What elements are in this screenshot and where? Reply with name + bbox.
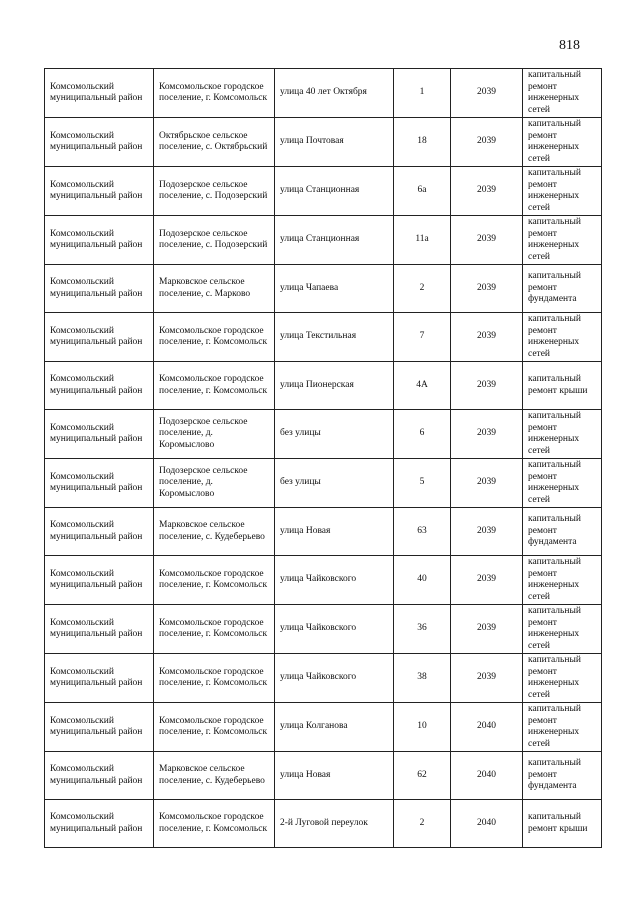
- district-cell: Комсомольский муниципальный район: [45, 752, 154, 800]
- street-cell: 2-й Луговой переулок: [275, 800, 394, 848]
- street-cell: улица Чайковского: [275, 605, 394, 654]
- district-cell: Комсомольский муниципальный район: [45, 167, 154, 216]
- district-cell: Комсомольский муниципальный район: [45, 69, 154, 118]
- table-row: [45, 216, 602, 265]
- repair-type-cell: капитальный ремонт инженерных сетей: [523, 69, 602, 118]
- repair-type-cell: капитальный ремонт инженерных сетей: [523, 703, 602, 752]
- district-cell: Комсомольский муниципальный район: [45, 703, 154, 752]
- street-cell: без улицы: [275, 410, 394, 459]
- table-row: [45, 265, 602, 313]
- table-row: [45, 556, 602, 605]
- table-row: [45, 362, 602, 410]
- street-cell: улица Пионерская: [275, 362, 394, 410]
- house-number-cell: 38: [394, 654, 451, 703]
- street-cell: улица Чайковского: [275, 556, 394, 605]
- year-cell: 2039: [451, 167, 523, 216]
- repair-type-cell: капитальный ремонт крыши: [523, 800, 602, 848]
- street-cell: улица Новая: [275, 752, 394, 800]
- table-row: [45, 69, 602, 118]
- table-row: [45, 508, 602, 556]
- year-cell: 2039: [451, 556, 523, 605]
- settlement-cell: Комсомольское городское поселение, г. Комсомольск: [154, 605, 275, 654]
- district-cell: Комсомольский муниципальный район: [45, 556, 154, 605]
- house-number-cell: 5: [394, 459, 451, 508]
- house-number-cell: 10: [394, 703, 451, 752]
- settlement-cell: Марковское сельское поселение, с. Марково: [154, 265, 275, 313]
- settlement-cell: Октябрьское сельское поселение, с. Октябрьский: [154, 118, 275, 167]
- repair-type-cell: капитальный ремонт инженерных сетей: [523, 654, 602, 703]
- street-cell: улица Текстильная: [275, 313, 394, 362]
- year-cell: 2039: [451, 654, 523, 703]
- settlement-cell: Подозерское сельское поселение, д. Коромыслово: [154, 410, 275, 459]
- table-row: [45, 654, 602, 703]
- table-body: [45, 69, 602, 848]
- settlement-cell: Комсомольское городское поселение, г. Комсомольск: [154, 800, 275, 848]
- year-cell: 2039: [451, 69, 523, 118]
- repair-type-cell: капитальный ремонт инженерных сетей: [523, 605, 602, 654]
- settlement-cell: Комсомольское городское поселение, г. Комсомольск: [154, 556, 275, 605]
- year-cell: 2040: [451, 800, 523, 848]
- house-number-cell: 6: [394, 410, 451, 459]
- settlement-cell: Комсомольское городское поселение, г. Комсомольск: [154, 313, 275, 362]
- year-cell: 2039: [451, 265, 523, 313]
- house-number-cell: 11а: [394, 216, 451, 265]
- street-cell: без улицы: [275, 459, 394, 508]
- house-number-cell: 1: [394, 69, 451, 118]
- year-cell: 2039: [451, 216, 523, 265]
- settlement-cell: Комсомольское городское поселение, г. Комсомольск: [154, 703, 275, 752]
- district-cell: Комсомольский муниципальный район: [45, 508, 154, 556]
- house-number-cell: 63: [394, 508, 451, 556]
- district-cell: Комсомольский муниципальный район: [45, 313, 154, 362]
- district-cell: Комсомольский муниципальный район: [45, 118, 154, 167]
- street-cell: улица Колганова: [275, 703, 394, 752]
- year-cell: 2039: [451, 362, 523, 410]
- settlement-cell: Комсомольское городское поселение, г. Комсомольск: [154, 654, 275, 703]
- house-number-cell: 40: [394, 556, 451, 605]
- district-cell: Комсомольский муниципальный район: [45, 362, 154, 410]
- district-cell: Комсомольский муниципальный район: [45, 265, 154, 313]
- housing-repair-table: [44, 68, 602, 848]
- year-cell: 2039: [451, 410, 523, 459]
- year-cell: 2039: [451, 605, 523, 654]
- house-number-cell: 6а: [394, 167, 451, 216]
- district-cell: Комсомольский муниципальный район: [45, 654, 154, 703]
- settlement-cell: Марковское сельское поселение, с. Кудеберьево: [154, 508, 275, 556]
- street-cell: улица Станционная: [275, 167, 394, 216]
- repair-type-cell: капитальный ремонт инженерных сетей: [523, 556, 602, 605]
- year-cell: 2040: [451, 703, 523, 752]
- repair-type-cell: капитальный ремонт инженерных сетей: [523, 216, 602, 265]
- repair-type-cell: капитальный ремонт фундамента: [523, 265, 602, 313]
- street-cell: улица Почтовая: [275, 118, 394, 167]
- district-cell: Комсомольский муниципальный район: [45, 800, 154, 848]
- district-cell: Комсомольский муниципальный район: [45, 410, 154, 459]
- table-row: [45, 118, 602, 167]
- district-cell: Комсомольский муниципальный район: [45, 216, 154, 265]
- repair-type-cell: капитальный ремонт крыши: [523, 362, 602, 410]
- street-cell: улица Новая: [275, 508, 394, 556]
- settlement-cell: Подозерское сельское поселение, с. Подозерский: [154, 167, 275, 216]
- table-row: [45, 752, 602, 800]
- house-number-cell: 4А: [394, 362, 451, 410]
- repair-type-cell: капитальный ремонт инженерных сетей: [523, 459, 602, 508]
- year-cell: 2040: [451, 752, 523, 800]
- house-number-cell: 7: [394, 313, 451, 362]
- settlement-cell: Комсомольское городское поселение, г. Комсомольск: [154, 362, 275, 410]
- repair-type-cell: капитальный ремонт фундамента: [523, 508, 602, 556]
- year-cell: 2039: [451, 508, 523, 556]
- settlement-cell: Подозерское сельское поселение, д. Коромыслово: [154, 459, 275, 508]
- house-number-cell: 36: [394, 605, 451, 654]
- house-number-cell: 18: [394, 118, 451, 167]
- house-number-cell: 2: [394, 800, 451, 848]
- repair-type-cell: капитальный ремонт инженерных сетей: [523, 313, 602, 362]
- street-cell: улица Чапаева: [275, 265, 394, 313]
- table-row: [45, 605, 602, 654]
- street-cell: улица 40 лет Октября: [275, 69, 394, 118]
- table-row: [45, 800, 602, 848]
- repair-type-cell: капитальный ремонт инженерных сетей: [523, 167, 602, 216]
- settlement-cell: Подозерское сельское поселение, с. Подозерский: [154, 216, 275, 265]
- repair-type-cell: капитальный ремонт инженерных сетей: [523, 118, 602, 167]
- street-cell: улица Чайковского: [275, 654, 394, 703]
- house-number-cell: 2: [394, 265, 451, 313]
- year-cell: 2039: [451, 118, 523, 167]
- street-cell: улица Станционная: [275, 216, 394, 265]
- year-cell: 2039: [451, 459, 523, 508]
- year-cell: 2039: [451, 313, 523, 362]
- page-number: 818: [559, 38, 580, 53]
- settlement-cell: Комсомольское городское поселение, г. Комсомольск: [154, 69, 275, 118]
- district-cell: Комсомольский муниципальный район: [45, 605, 154, 654]
- table-row: [45, 410, 602, 459]
- table-row: [45, 167, 602, 216]
- house-number-cell: 62: [394, 752, 451, 800]
- settlement-cell: Марковское сельское поселение, с. Кудеберьево: [154, 752, 275, 800]
- repair-type-cell: капитальный ремонт инженерных сетей: [523, 410, 602, 459]
- district-cell: Комсомольский муниципальный район: [45, 459, 154, 508]
- table-row: [45, 459, 602, 508]
- table-row: [45, 313, 602, 362]
- table-row: [45, 703, 602, 752]
- repair-type-cell: капитальный ремонт фундамента: [523, 752, 602, 800]
